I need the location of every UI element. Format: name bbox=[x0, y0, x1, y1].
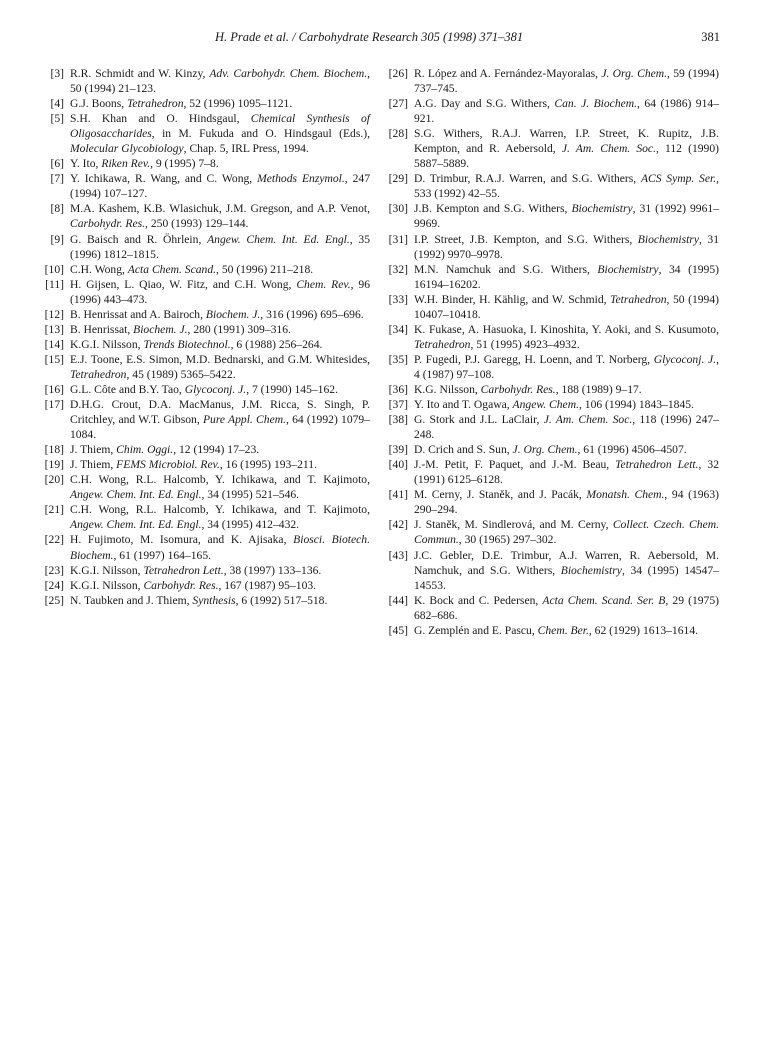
reference-item bbox=[384, 442, 719, 457]
reference-text: Y. Ichikawa, R. Wang, and C. Wong, bbox=[70, 172, 258, 186]
reference-item bbox=[40, 457, 370, 472]
reference-number: [38] bbox=[388, 413, 408, 427]
reference-text: , 30 (1965) 297–302. bbox=[458, 533, 557, 547]
reference-number: [28] bbox=[388, 127, 408, 141]
reference-number: [6] bbox=[50, 157, 64, 171]
reference-item bbox=[384, 292, 719, 322]
reference-text: P. Fugedi, P.J. Garegg, H. Loenn, and T. Norberg, bbox=[414, 352, 654, 366]
reference-item bbox=[384, 201, 719, 231]
reference-text: M.A. Kashem, K.B. Wlasichuk, J.M. Gregson, and A.P. Venot, bbox=[70, 202, 370, 216]
reference-text: , 94 (1963) 290–294. bbox=[414, 488, 719, 517]
reference-number: [37] bbox=[388, 398, 408, 412]
reference-text: , 29 (1975) 682–686. bbox=[414, 593, 720, 622]
reference-source: J. Org. Chem. bbox=[512, 443, 578, 457]
reference-source: Tetrahedron Lett. bbox=[143, 563, 224, 577]
reference-item bbox=[40, 593, 370, 608]
reference-text: , 316 (1996) 695–696. bbox=[260, 307, 364, 321]
reference-text: S.H. Khan and O. Hindsgaul, bbox=[70, 112, 251, 126]
reference-item bbox=[40, 307, 370, 322]
reference-number: [20] bbox=[44, 473, 64, 487]
reference-text: , 38 (1997) 133–136. bbox=[223, 563, 322, 577]
reference-text: B. Henrissat and A. Bairoch, bbox=[70, 307, 206, 321]
reference-source: Biochemistry bbox=[560, 563, 622, 577]
reference-item bbox=[384, 126, 719, 171]
reference-number: [3] bbox=[50, 67, 64, 80]
reference-number: [18] bbox=[44, 443, 64, 457]
reference-number: [39] bbox=[388, 443, 408, 457]
reference-text: , 34 (1995) 412–432. bbox=[201, 518, 300, 532]
reference-text: , 50 (1994) 10407–10418. bbox=[414, 292, 719, 321]
reference-item bbox=[384, 593, 719, 623]
reference-text: , 247 (1994) 107–127. bbox=[70, 172, 370, 201]
reference-text: , 4 (1987) 97–108. bbox=[414, 352, 719, 381]
reference-text: , in M. Fukuda and O. Hindsgaul (Eds.), bbox=[151, 127, 370, 141]
reference-source: Chemical Synthesis of Oligosaccharides bbox=[70, 112, 370, 141]
reference-number: [7] bbox=[50, 172, 64, 186]
reference-text: , 51 (1995) 4923–4932. bbox=[470, 337, 580, 351]
reference-number: [22] bbox=[44, 533, 64, 547]
reference-text: J.-M. Petit, F. Paquet, and J.-M. Beau, bbox=[414, 458, 616, 472]
reference-text: I.P. Street, J.B. Kempton, and S.G. Withers, bbox=[414, 232, 638, 246]
reference-item bbox=[40, 262, 370, 277]
reference-item bbox=[40, 171, 370, 201]
reference-text: , 280 (1991) 309–316. bbox=[187, 322, 291, 336]
reference-source: Biochem. J. bbox=[133, 322, 188, 336]
reference-source: Trends Biotechnol. bbox=[143, 337, 231, 351]
reference-item bbox=[40, 322, 370, 337]
reference-text: , 106 (1994) 1843–1845. bbox=[578, 398, 694, 412]
reference-number: [43] bbox=[388, 548, 408, 562]
reference-number: [34] bbox=[388, 322, 408, 336]
reference-number: [14] bbox=[44, 337, 64, 351]
reference-item bbox=[40, 532, 370, 562]
reference-source: Pure Appl. Chem. bbox=[202, 413, 286, 427]
reference-item bbox=[40, 472, 370, 502]
reference-text: , 16 (1995) 193–211. bbox=[219, 458, 317, 472]
reference-item bbox=[40, 352, 370, 382]
reference-source: J. Am. Chem. Soc. bbox=[543, 413, 633, 427]
reference-text: , 31 (1992) 9970–9978. bbox=[414, 232, 719, 261]
reference-source: Biochemistry bbox=[597, 262, 659, 276]
reference-text: M. Cerny, J. Staněk, and J. Pacák, bbox=[414, 488, 587, 502]
reference-text: , 12 (1994) 17–23. bbox=[173, 443, 260, 457]
reference-number: [15] bbox=[44, 352, 64, 366]
reference-source: Angew. Chem. Int. Ed. Engl. bbox=[70, 488, 202, 502]
reference-text: J. Thiem, bbox=[70, 458, 117, 472]
reference-text: H. Fujimoto, M. Isomura, and K. Ajisaka, bbox=[70, 533, 294, 547]
reference-number: [23] bbox=[44, 563, 64, 577]
reference-text: K.G. Nilsson, bbox=[414, 382, 481, 396]
reference-item bbox=[384, 171, 719, 201]
reference-text: N. Taubken and J. Thiem, bbox=[70, 593, 193, 607]
reference-item bbox=[384, 412, 719, 442]
reference-text: , 31 (1992) 9961–9969. bbox=[414, 202, 719, 231]
reference-number: [30] bbox=[388, 202, 408, 216]
reference-number: [4] bbox=[50, 97, 64, 111]
reference-text: , 62 (1929) 1613–1614. bbox=[588, 623, 699, 637]
reference-number: [8] bbox=[50, 202, 64, 216]
reference-item bbox=[384, 457, 719, 487]
reference-source: Collect. Czech. Chem. Commun. bbox=[414, 518, 719, 547]
reference-source: Methods Enzymol. bbox=[257, 172, 345, 186]
reference-text: R. López and A. Fernández-Mayoralas, bbox=[414, 67, 602, 80]
reference-text: , 7 (1990) 145–162. bbox=[246, 382, 338, 396]
reference-text: J. Thiem, bbox=[70, 443, 117, 457]
reference-text: D. Trimbur, R.A.J. Warren, and S.G. Withers, bbox=[414, 172, 641, 186]
reference-item bbox=[384, 517, 719, 547]
reference-item bbox=[40, 563, 370, 578]
reference-source: Tetrahedron bbox=[610, 292, 667, 306]
reference-list-left-column bbox=[40, 66, 370, 608]
reference-source: Acta Chem. Scand. Ser. B bbox=[542, 593, 666, 607]
reference-source: Carbohydr. Res. bbox=[70, 217, 146, 231]
reference-number: [45] bbox=[388, 623, 408, 637]
reference-text: K.G.I. Nilsson, bbox=[70, 337, 144, 351]
reference-source: Angew. Chem. Int. Ed. Engl. bbox=[70, 518, 202, 532]
reference-number: [9] bbox=[50, 232, 64, 246]
reference-number: [29] bbox=[388, 172, 408, 186]
reference-text: Y. Ito and T. Ogawa, bbox=[414, 398, 513, 412]
reference-item bbox=[384, 66, 719, 96]
reference-number: [40] bbox=[388, 458, 408, 472]
reference-source: Adv. Carbohydr. Chem. Biochem. bbox=[209, 67, 368, 80]
reference-item bbox=[384, 262, 719, 292]
reference-number: [17] bbox=[44, 398, 64, 412]
reference-number: [21] bbox=[44, 503, 64, 517]
running-head: H. Prade et al. / Carbohydrate Research 305 (1998) 371–381 bbox=[215, 30, 524, 44]
reference-item bbox=[384, 623, 719, 638]
reference-item bbox=[40, 578, 370, 593]
reference-text: , 64 (1992) 1079–1084. bbox=[70, 413, 371, 442]
page-number: 381 bbox=[701, 30, 720, 44]
reference-source: Biochem. J. bbox=[205, 307, 261, 321]
reference-number: [11] bbox=[45, 277, 64, 291]
reference-number: [33] bbox=[388, 292, 408, 306]
reference-number: [19] bbox=[44, 458, 64, 472]
reference-text: , 533 (1992) 42–55. bbox=[414, 172, 719, 201]
reference-text: J.B. Kempton and S.G. Withers, bbox=[414, 202, 572, 216]
reference-text: , 35 (1996) 1812–1815. bbox=[70, 232, 370, 261]
reference-text: G.L. Côte and B.Y. Tao, bbox=[70, 382, 185, 396]
reference-text: , 188 (1989) 9–17. bbox=[555, 382, 642, 396]
reference-item bbox=[40, 156, 370, 171]
reference-source: ACS Symp. Ser. bbox=[640, 172, 717, 186]
reference-number: [35] bbox=[388, 352, 408, 366]
reference-number: [32] bbox=[388, 262, 408, 276]
reference-item bbox=[384, 382, 719, 397]
reference-text: , 34 (1995) 16194–16202. bbox=[414, 262, 719, 291]
reference-source: Tetrahedron bbox=[70, 367, 127, 381]
reference-item bbox=[384, 548, 719, 593]
reference-text: , 6 (1992) 517–518. bbox=[235, 593, 328, 607]
reference-number: [44] bbox=[388, 593, 408, 607]
reference-number: [12] bbox=[44, 307, 64, 321]
reference-item bbox=[384, 232, 719, 262]
reference-item bbox=[40, 442, 370, 457]
reference-text: J. Staněk, M. Sindlerová, and M. Cerny, bbox=[414, 518, 613, 532]
reference-text: G. Zemplén and E. Pascu, bbox=[414, 623, 538, 637]
reference-source: Tetrahedron bbox=[127, 97, 184, 111]
reference-number: [13] bbox=[44, 322, 64, 336]
reference-source: Can. J. Biochem. bbox=[554, 97, 638, 111]
reference-source: J. Am. Chem. Soc. bbox=[561, 142, 656, 156]
reference-source: Glycoconj. J. bbox=[653, 352, 717, 366]
reference-text: J.C. Gebler, D.E. Trimbur, A.J. Warren, R. Aebersold, M. Namchuk, and S.G. Withers, bbox=[414, 548, 719, 577]
reference-item bbox=[384, 96, 719, 126]
page-header bbox=[40, 30, 720, 46]
reference-source: Carbohydr. Res. bbox=[480, 382, 556, 396]
reference-number: [24] bbox=[44, 578, 64, 592]
reference-item bbox=[40, 337, 370, 352]
reference-source: Angew. Chem. bbox=[512, 398, 579, 412]
reference-text: , 250 (1993) 129–144. bbox=[145, 217, 249, 231]
reference-text: , 96 (1996) 443–473. bbox=[70, 277, 370, 306]
reference-item bbox=[384, 322, 719, 352]
reference-number: [41] bbox=[388, 488, 408, 502]
reference-text: G.J. Boons, bbox=[70, 97, 128, 111]
reference-item bbox=[40, 96, 370, 111]
reference-number: [42] bbox=[388, 518, 408, 532]
reference-source: Molecular Glycobiology bbox=[70, 142, 184, 156]
reference-text: , 59 (1994) 737–745. bbox=[414, 67, 720, 96]
reference-text: Y. Ito, bbox=[70, 157, 102, 171]
reference-text: , 6 (1988) 256–264. bbox=[230, 337, 323, 351]
reference-source: Chem. Rev. bbox=[296, 277, 351, 291]
reference-number: [36] bbox=[388, 382, 408, 396]
reference-item bbox=[40, 66, 370, 96]
reference-text: , 61 (1997) 164–165. bbox=[113, 548, 212, 562]
reference-text: D. Crich and S. Sun, bbox=[414, 443, 513, 457]
reference-text: A.G. Day and S.G. Withers, bbox=[414, 97, 555, 111]
reference-source: Monatsh. Chem. bbox=[586, 488, 665, 502]
reference-text: , Chap. 5, IRL Press, 1994. bbox=[183, 142, 309, 156]
reference-source: Tetrahedron Lett. bbox=[615, 458, 699, 472]
reference-source: Biosci. Biotech. Biochem. bbox=[70, 533, 370, 562]
reference-number: [5] bbox=[50, 112, 64, 126]
reference-text: , 52 (1996) 1095–1121. bbox=[183, 97, 293, 111]
reference-text: , 50 (1994) 21–123. bbox=[70, 67, 371, 96]
reference-item bbox=[40, 382, 370, 397]
reference-text: , 34 (1995) 14547–14553. bbox=[414, 563, 719, 592]
reference-text: E.J. Toone, E.S. Simon, M.D. Bednarski, and G.M. Whitesides, bbox=[70, 352, 370, 366]
reference-number: [25] bbox=[44, 593, 64, 607]
reference-source: Acta Chem. Scand. bbox=[127, 262, 217, 276]
reference-text: K.G.I. Nilsson, bbox=[70, 578, 144, 592]
reference-source: Chim. Oggi. bbox=[116, 443, 174, 457]
reference-text: D.H.G. Crout, D.A. MacManus, J.M. Ricca, S. Singh, P. Critchley, and W.T. Gibson, bbox=[70, 398, 370, 427]
reference-list-right-column bbox=[384, 66, 719, 638]
reference-text: H. Gijsen, L. Qiao, W. Fitz, and C.H. Wong, bbox=[70, 277, 297, 291]
reference-text: , 112 (1990) 5887–5889. bbox=[414, 142, 720, 171]
reference-item bbox=[40, 232, 370, 262]
reference-source: Riken Rev. bbox=[101, 157, 151, 171]
reference-item bbox=[40, 277, 370, 307]
reference-source: J. Org. Chem. bbox=[601, 67, 668, 80]
reference-text: K. Fukase, A. Hasuoka, I. Kinoshita, Y. Aoki, and S. Kusumoto, bbox=[414, 322, 719, 336]
reference-source: Biochemistry bbox=[571, 202, 633, 216]
reference-text: W.H. Binder, H. Kählig, and W. Schmid, bbox=[414, 292, 611, 306]
reference-text: , 45 (1989) 5365–5422. bbox=[126, 367, 236, 381]
reference-text: M.N. Namchuk and S.G. Withers, bbox=[414, 262, 598, 276]
reference-source: FEMS Microbiol. Rev. bbox=[116, 458, 220, 472]
reference-number: [31] bbox=[388, 232, 408, 246]
reference-number: [27] bbox=[388, 97, 408, 111]
reference-source: Carbohydr. Res. bbox=[143, 578, 219, 592]
reference-source: Chem. Ber. bbox=[537, 623, 589, 637]
reference-item bbox=[384, 397, 719, 412]
reference-text: , 32 (1991) 6125–6128. bbox=[414, 458, 719, 487]
reference-item bbox=[40, 502, 370, 532]
reference-text: C.H. Wong, R.L. Halcomb, Y. Ichikawa, and T. Kajimoto, bbox=[70, 503, 370, 517]
reference-text: C.H. Wong, bbox=[70, 262, 128, 276]
reference-number: [26] bbox=[388, 67, 408, 80]
reference-text: , 61 (1996) 4506–4507. bbox=[577, 443, 687, 457]
reference-text: , 50 (1996) 211–218. bbox=[216, 262, 314, 276]
reference-number: [16] bbox=[44, 382, 64, 396]
reference-text: S.G. Withers, R.A.J. Warren, I.P. Street, K. Rupitz, J.B. Kempton, and R. Aebersold, bbox=[414, 127, 719, 156]
reference-text: , 9 (1995) 7–8. bbox=[150, 157, 219, 171]
reference-source: Tetrahedron bbox=[414, 337, 471, 351]
reference-item bbox=[384, 352, 719, 382]
reference-number: [10] bbox=[44, 262, 64, 276]
reference-item bbox=[384, 487, 719, 517]
reference-source: Synthesis bbox=[192, 593, 236, 607]
reference-text: G. Stork and J.L. LaClair, bbox=[414, 413, 544, 427]
reference-source: Glycoconj. J. bbox=[184, 382, 247, 396]
reference-item bbox=[40, 397, 370, 442]
reference-text: K.G.I. Nilsson, bbox=[70, 563, 144, 577]
reference-text: R.R. Schmidt and W. Kinzy, bbox=[70, 67, 210, 80]
reference-text: C.H. Wong, R.L. Halcomb, Y. Ichikawa, and T. Kajimoto, bbox=[70, 473, 370, 487]
reference-text: , 167 (1987) 95–103. bbox=[218, 578, 317, 592]
reference-text: B. Henrissat, bbox=[70, 322, 134, 336]
reference-text: G. Baisch and R. Öhrlein, bbox=[70, 232, 208, 246]
reference-text: , 34 (1995) 521–546. bbox=[201, 488, 300, 502]
reference-source: Biochemistry bbox=[637, 232, 699, 246]
reference-item bbox=[40, 111, 370, 156]
reference-item bbox=[40, 201, 370, 231]
reference-text: K. Bock and C. Pedersen, bbox=[414, 593, 543, 607]
reference-text: , 64 (1986) 914–921. bbox=[414, 97, 719, 126]
reference-text: , 118 (1996) 247–248. bbox=[414, 413, 719, 442]
reference-source: Angew. Chem. Int. Ed. Engl. bbox=[207, 232, 350, 246]
